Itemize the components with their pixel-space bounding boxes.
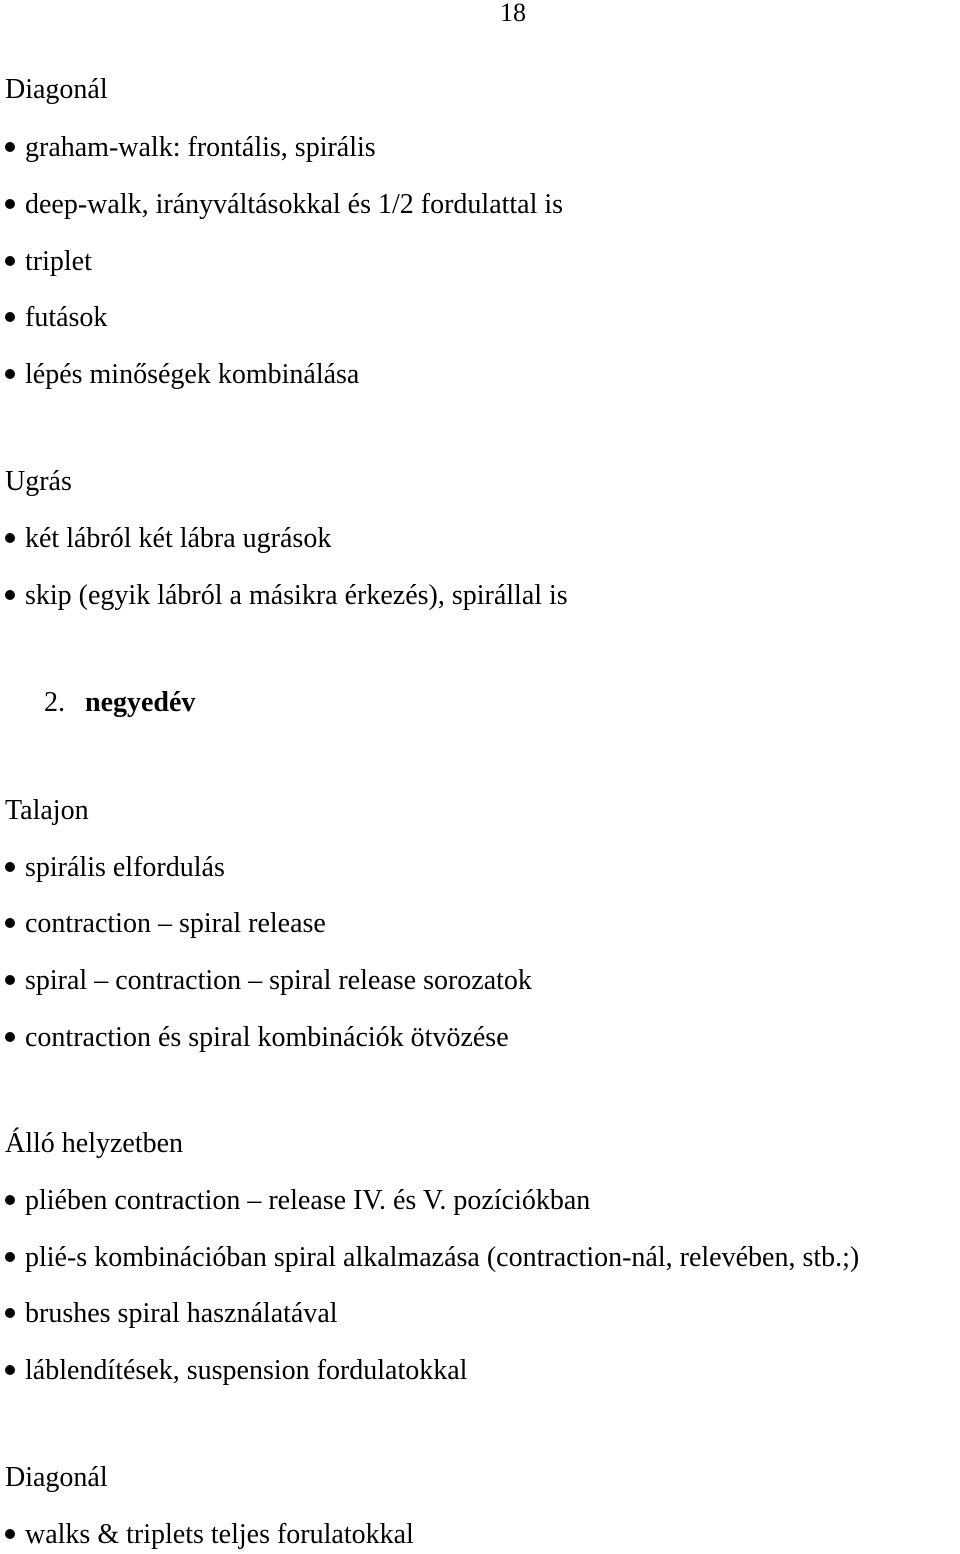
list-item: triplet xyxy=(0,248,92,276)
list-item: plié-s kombinációban spiral alkalmazása (contraction-nál, relevében, stb.;) xyxy=(0,1244,859,1272)
section-heading-diagonal: Diagonál xyxy=(5,74,108,105)
bullet-icon xyxy=(5,1529,15,1539)
list-item: spirális elfordulás xyxy=(0,854,225,882)
list-item: skip (egyik lábról a másikra érkezés), spirállal is xyxy=(0,582,568,610)
quarter-title: negyedév xyxy=(85,687,196,718)
list-item: két lábról két lábra ugrások xyxy=(0,525,331,553)
list-item: pliében contraction – release IV. és V. pozíciókban xyxy=(0,1187,590,1215)
list-item: brushes spiral használatával xyxy=(0,1300,338,1328)
bullet-icon xyxy=(5,975,15,985)
list-item: graham-walk: frontális, spirális xyxy=(0,134,376,162)
bullet-icon xyxy=(5,1308,15,1318)
bullet-icon xyxy=(5,533,15,543)
quarter-number: 2. xyxy=(44,687,65,718)
bullet-icon xyxy=(5,369,15,379)
list-item: láblendítések, suspension fordulatokkal xyxy=(0,1357,467,1385)
bullet-icon xyxy=(5,1195,15,1205)
list-item: spiral – contraction – spiral release sorozatok xyxy=(0,967,532,995)
bullet-icon xyxy=(5,1365,15,1375)
list-item: walks & triplets teljes forulatokkal xyxy=(0,1521,414,1549)
bullet-icon xyxy=(5,590,15,600)
section-heading-allo-helyzetben: Álló helyzetben xyxy=(5,1128,184,1159)
section-heading-talajon: Talajon xyxy=(5,795,89,826)
bullet-icon xyxy=(5,1252,15,1262)
list-item: contraction és spiral kombinációk ötvözése xyxy=(0,1024,509,1052)
bullet-icon xyxy=(5,1032,15,1042)
list-item: deep-walk, irányváltásokkal és 1/2 fordulattal is xyxy=(0,191,563,219)
list-item: lépés minőségek kombinálása xyxy=(0,361,359,389)
list-item: futások xyxy=(0,304,107,332)
bullet-icon xyxy=(5,142,15,152)
bullet-icon xyxy=(5,312,15,322)
bullet-icon xyxy=(5,199,15,209)
bullet-icon xyxy=(5,918,15,928)
section-heading-ugras: Ugrás xyxy=(5,466,72,497)
bullet-icon xyxy=(5,862,15,872)
page-number: 18 xyxy=(500,0,526,27)
list-item: contraction – spiral release xyxy=(0,910,326,938)
bullet-icon xyxy=(5,256,15,266)
section-heading-diagonal-2: Diagonál xyxy=(5,1462,108,1493)
quarter-heading xyxy=(44,689,195,717)
